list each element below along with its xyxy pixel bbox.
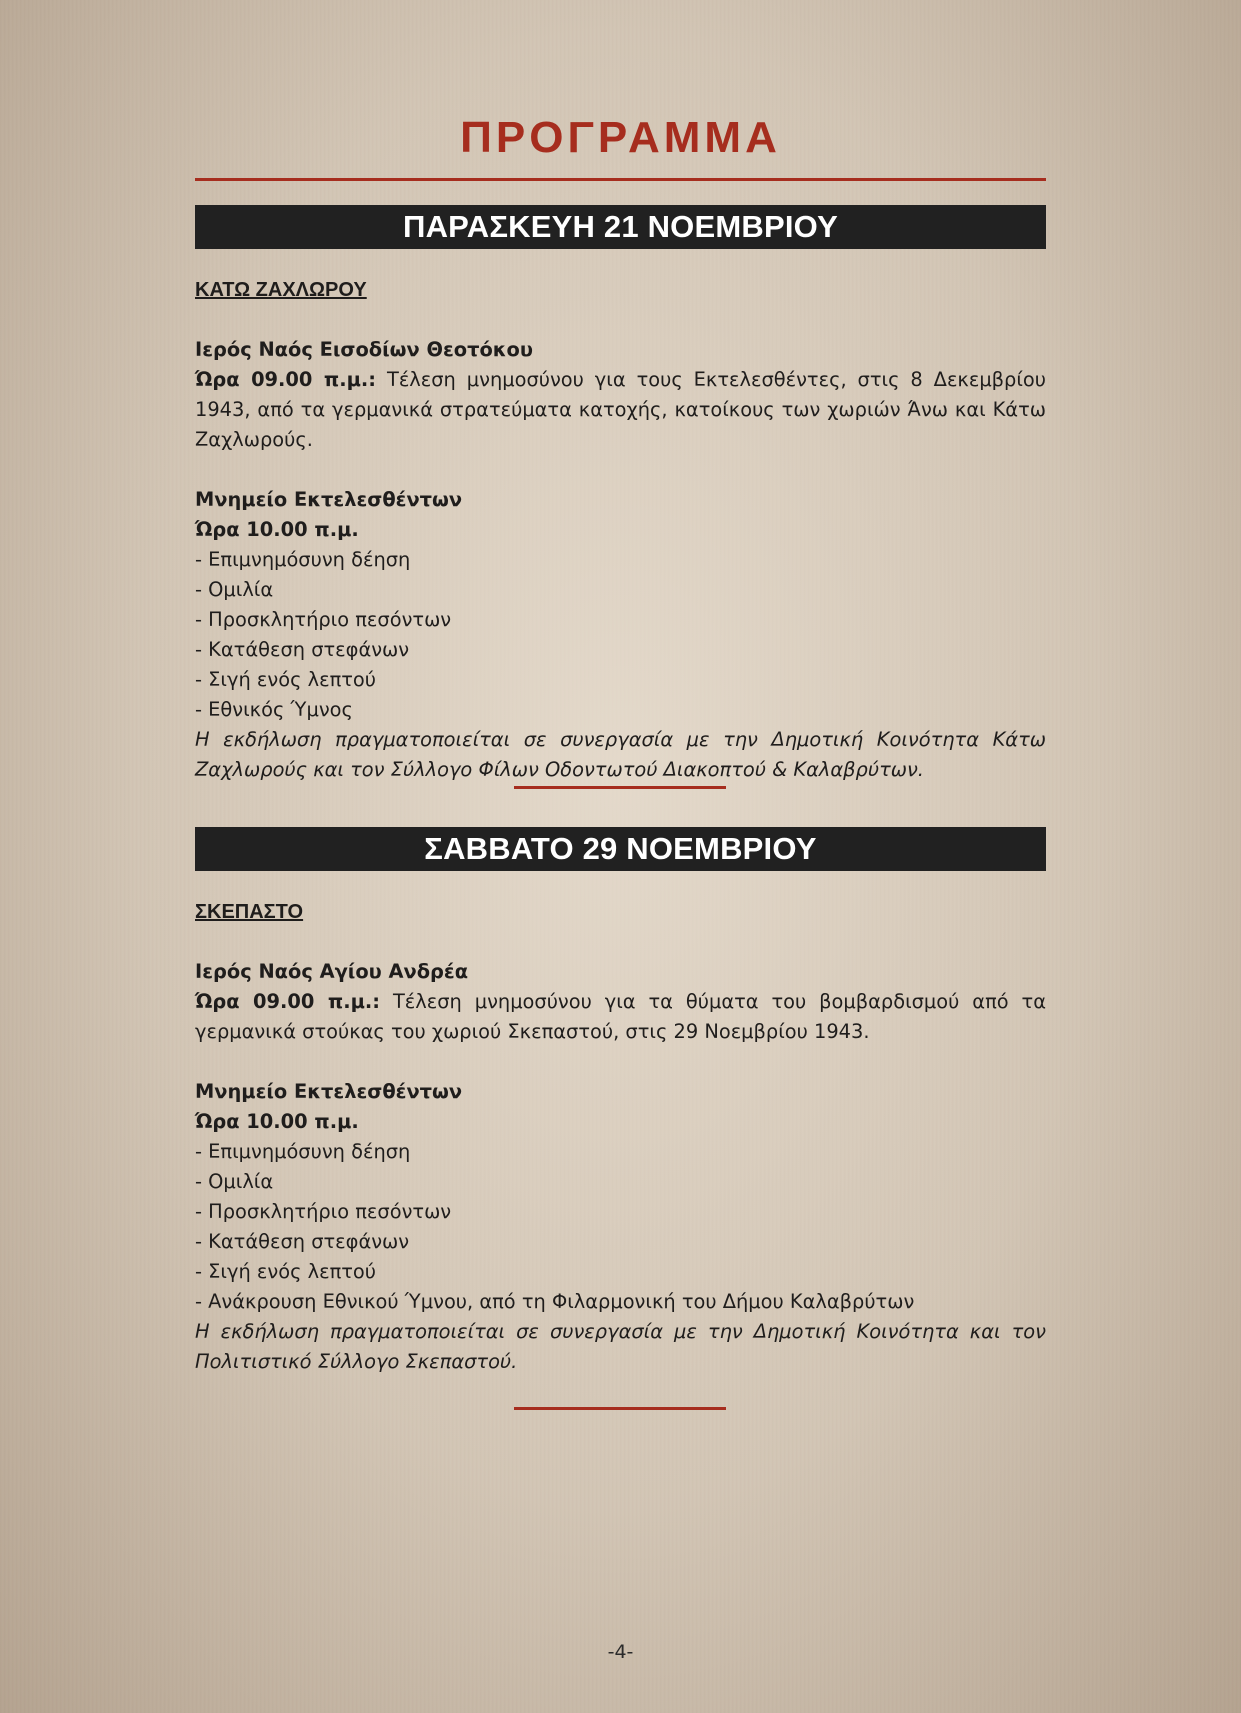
list-item: - Προσκλητήριο πεσόντων [195,1200,452,1223]
monument-name: Μνημείο Εκτελεσθέντων [195,1080,463,1103]
list-item: - Κατάθεση στεφάνων [195,1230,410,1253]
monument-time: Ώρα 10.00 π.μ. [195,518,359,541]
list-item: - Επιμνημόσυνη δέηση [195,1140,411,1163]
section-divider [514,786,726,789]
section-divider [514,1407,726,1410]
day-section-saturday [195,897,1046,1377]
list-item: - Ανάκρουση Εθνικού Ύμνου, από τη Φιλαρμονική του Δήμου Καλαβρύτων [195,1290,915,1313]
collaboration-note: Η εκδήλωση πραγματοποιείται σε συνεργασία με την Δημοτική Κοινότητα Κάτω Ζαχλωρούς και τον Σύλλογο Φίλων Οδοντωτού Διακοπτού & Καλαβρύτων. [195,728,1046,781]
list-item: - Επιμνημόσυνη δέηση [195,548,411,571]
location-heading: ΚΑΤΩ ΖΑΧΛΩΡΟΥ [195,279,367,301]
church-time: Ώρα 09.00 π.μ.: [195,368,377,391]
list-item: - Σιγή ενός λεπτού [195,668,377,691]
collaboration-note: Η εκδήλωση πραγματοποιείται σε συνεργασία με την Δημοτική Κοινότητα και τον Πολιτιστικό Σύλλογο Σκεπαστού. [195,1320,1046,1373]
church-service-text: Τέλεση μνημοσύνου για τους Εκτελεσθέντες, στις 8 Δεκεμβρίου 1943, από τα γερμανικά στρατεύματα κατοχής, κατοίκους των χωριών Άνω και Κάτω Ζαχλωρούς. [195,368,1046,451]
church-service-paragraph [195,365,1046,455]
day-header-friday: ΠΑΡΑΣΚΕΥΗ 21 ΝΟΕΜΒΡΙΟΥ [195,205,1046,249]
list-item: - Σιγή ενός λεπτού [195,1260,377,1283]
church-name: Ιερός Ναός Εισοδίων Θεοτόκου [195,338,533,361]
church-service-text: Τέλεση μνημοσύνου για τα θύματα του βομβαρδισμού από τα γερμανικά στούκας του χωριού Σκεπαστού, στις 29 Νοεμβρίου 1943. [195,990,1046,1043]
day-header-saturday: ΣΑΒΒΑΤΟ 29 ΝΟΕΜΒΡΙΟΥ [195,827,1046,871]
title-divider [195,178,1046,181]
church-name: Ιερός Ναός Αγίου Ανδρέα [195,960,469,983]
day-section-friday [195,275,1046,785]
monument-time: Ώρα 10.00 π.μ. [195,1110,359,1133]
list-item: - Εθνικός Ύμνος [195,698,353,721]
page-title: ΠΡΟΓΡΑΜΜΑ [460,113,781,162]
list-item: - Ομιλία [195,578,274,601]
church-time: Ώρα 09.00 π.μ.: [195,990,381,1013]
list-item: - Κατάθεση στεφάνων [195,638,410,661]
monument-name: Μνημείο Εκτελεσθέντων [195,488,463,511]
list-item: - Προσκλητήριο πεσόντων [195,608,452,631]
location-heading: ΣΚΕΠΑΣΤΟ [195,901,304,923]
page-number: -4- [607,1641,634,1663]
list-item: - Ομιλία [195,1170,274,1193]
church-service-paragraph [195,987,1046,1047]
